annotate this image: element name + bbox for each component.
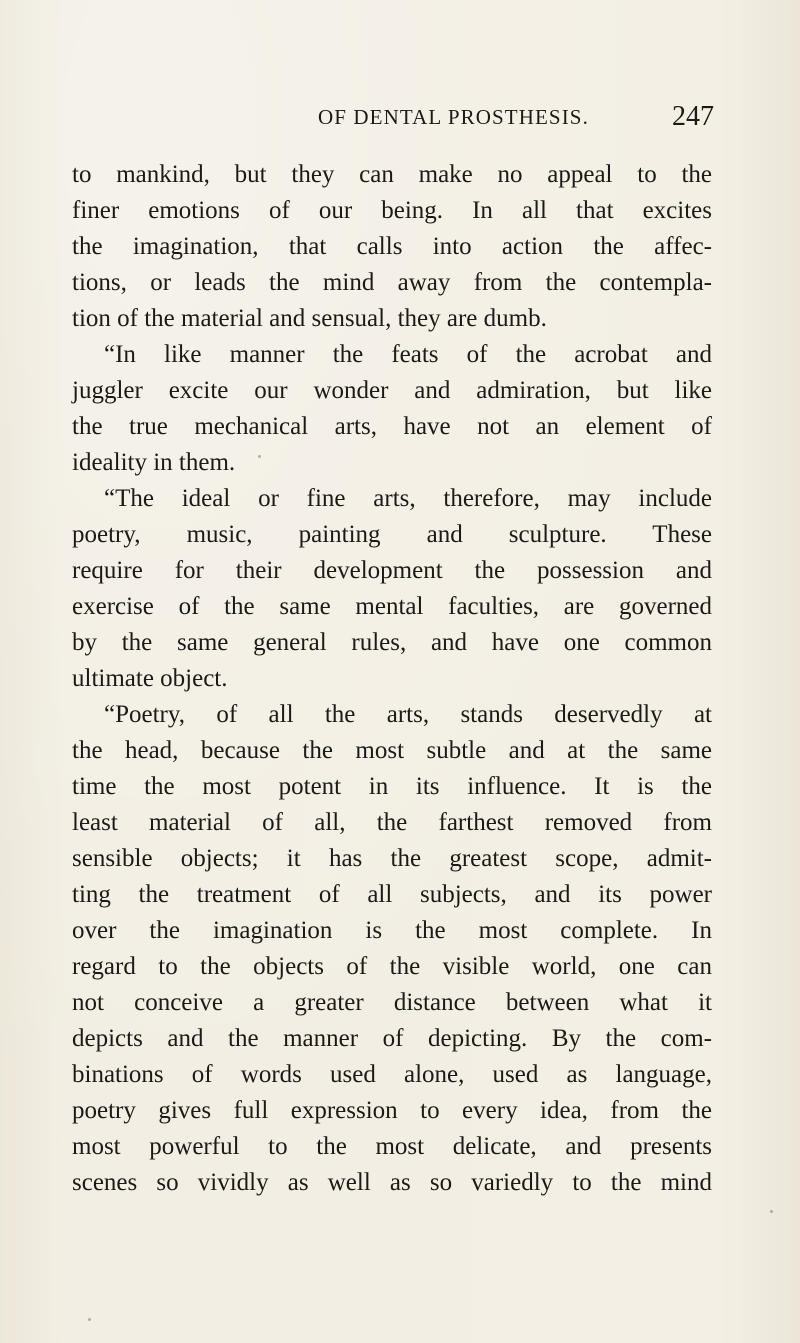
text-line: “The ideal or fine arts, therefore, may include — [104, 485, 712, 512]
text-line: poetry, music, painting and sculpture. These — [72, 521, 712, 548]
text-line: finer emotions of our being. In all that excites — [72, 197, 712, 224]
text-line: “In like manner the feats of the acrobat and — [104, 341, 712, 368]
text-line: tions, or leads the mind away from the contempla- — [72, 269, 712, 296]
body-text — [72, 157, 712, 1201]
text-line: ultimate object. — [72, 665, 228, 692]
text-line: tion of the material and sensual, they are dumb. — [72, 305, 547, 332]
text-line: “Poetry, of all the arts, stands deservedly at — [104, 701, 712, 728]
text-line: the head, because the most subtle and at the same — [72, 737, 712, 764]
text-line: least material of all, the farthest removed from — [72, 809, 712, 836]
text-line: over the imagination is the most complete. In — [72, 917, 712, 944]
running-head: OF DENTAL PROSTHESIS. — [318, 105, 589, 129]
text-line: the imagination, that calls into action the affec- — [72, 233, 712, 260]
text-line: by the same general rules, and have one common — [72, 629, 712, 656]
page-number: 247 — [672, 101, 714, 132]
paper-speck — [88, 1318, 91, 1321]
text-line: binations of words used alone, used as language, — [72, 1061, 712, 1088]
text-line: juggler excite our wonder and admiration, but like — [72, 377, 712, 404]
text-line: scenes so vividly as well as so variedly to the mind — [72, 1169, 712, 1196]
text-line: ideality in them. — [72, 449, 236, 476]
page-header — [0, 101, 800, 144]
text-line: ting the treatment of all subjects, and its power — [72, 881, 712, 908]
text-line: not conceive a greater distance between what it — [72, 989, 712, 1016]
paper-speck — [770, 1210, 773, 1213]
paper-speck — [258, 455, 261, 458]
text-line: to mankind, but they can make no appeal to the — [72, 161, 712, 188]
text-line: require for their development the possession and — [72, 557, 712, 584]
text-line: poetry gives full expression to every idea, from the — [72, 1097, 712, 1124]
text-line: sensible objects; it has the greatest scope, admit- — [72, 845, 712, 872]
text-line: regard to the objects of the visible world, one can — [72, 953, 712, 980]
text-line: time the most potent in its influence. It is the — [72, 773, 712, 800]
text-line: most powerful to the most delicate, and presents — [72, 1133, 712, 1160]
text-line: the true mechanical arts, have not an element of — [72, 413, 712, 440]
text-line: exercise of the same mental faculties, are governed — [72, 593, 712, 620]
text-line: depicts and the manner of depicting. By the com- — [72, 1025, 712, 1052]
